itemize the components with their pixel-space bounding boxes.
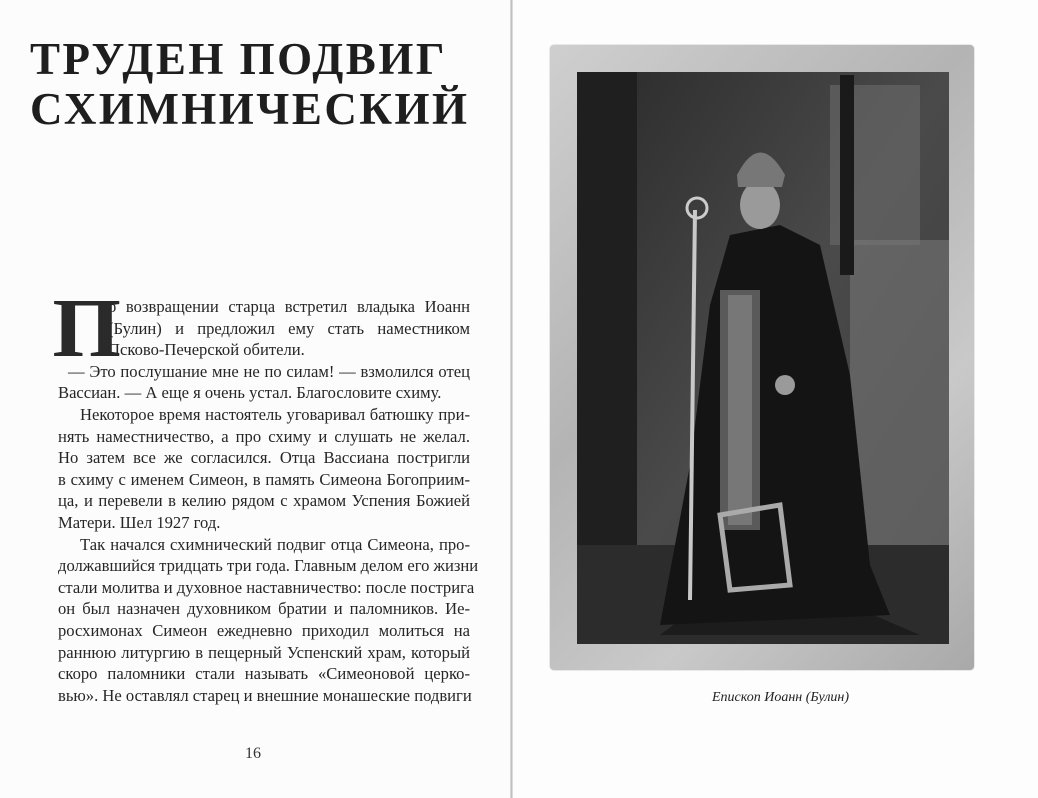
chapter-title-line: ТРУДЕН ПОДВИГ: [30, 34, 447, 84]
photo-image: [550, 45, 974, 670]
text-line: росхимонах Симеон ежедневно приходил молиться на: [58, 620, 470, 640]
chapter-title-line: СХИМНИЧЕСКИЙ: [30, 84, 470, 134]
text-line: о возвращении старца встретил владыка Иоанн: [108, 297, 470, 316]
body-text: [52, 282, 479, 706]
text-line: Вассиан. — А еще я очень устал. Благословите схиму.: [58, 383, 442, 403]
right-page: [513, 0, 1038, 798]
chapter-title: [30, 34, 469, 134]
text-line: (Булин) и предложил ему стать наместником: [108, 318, 470, 338]
text-line: — Это послушание мне не по силам! — взмолился отец: [68, 361, 470, 381]
photo-caption: Епископ Иоанн (Булин): [711, 690, 850, 705]
text-line: должавшийся тридцать три года. Главным делом его жизни: [58, 556, 479, 576]
text-line: Псково-Печерской обители.: [108, 340, 305, 360]
text-line: Матери. Шел 1927 год.: [58, 512, 221, 532]
text-line: скоро паломники стали называть «Симеоновой церко-: [58, 664, 470, 684]
left-page: [0, 0, 511, 798]
text-line: ца, и перевели в келию рядом с храмом Успения Божией: [58, 491, 470, 511]
text-line: вью». Не оставлял старец и внешние монашеские подвиги: [58, 685, 472, 705]
text-line: Так начался схимнический подвиг отца Симеона, про-: [80, 534, 470, 554]
drop-cap: П: [52, 282, 121, 375]
text-line: он был назначен духовником братии и паломников. Ие-: [58, 599, 470, 619]
text-line: Но затем все же согласился. Отца Вассиана постригли: [58, 448, 470, 468]
page-number: 16: [245, 745, 261, 762]
text-line: раннюю литургию в пещерный Успенский храм, который: [58, 642, 470, 662]
text-line: Некоторое время настоятель уговаривал батюшку при-: [80, 404, 470, 424]
text-line: нять наместничество, а про схиму и слушать не желал.: [58, 426, 470, 446]
text-line: в схиму с именем Симеон, в память Симеона Богоприим-: [58, 469, 470, 489]
bishop-photograph: [550, 45, 974, 670]
text-line: стали молитва и духовное наставничество: после пострига: [58, 577, 475, 597]
